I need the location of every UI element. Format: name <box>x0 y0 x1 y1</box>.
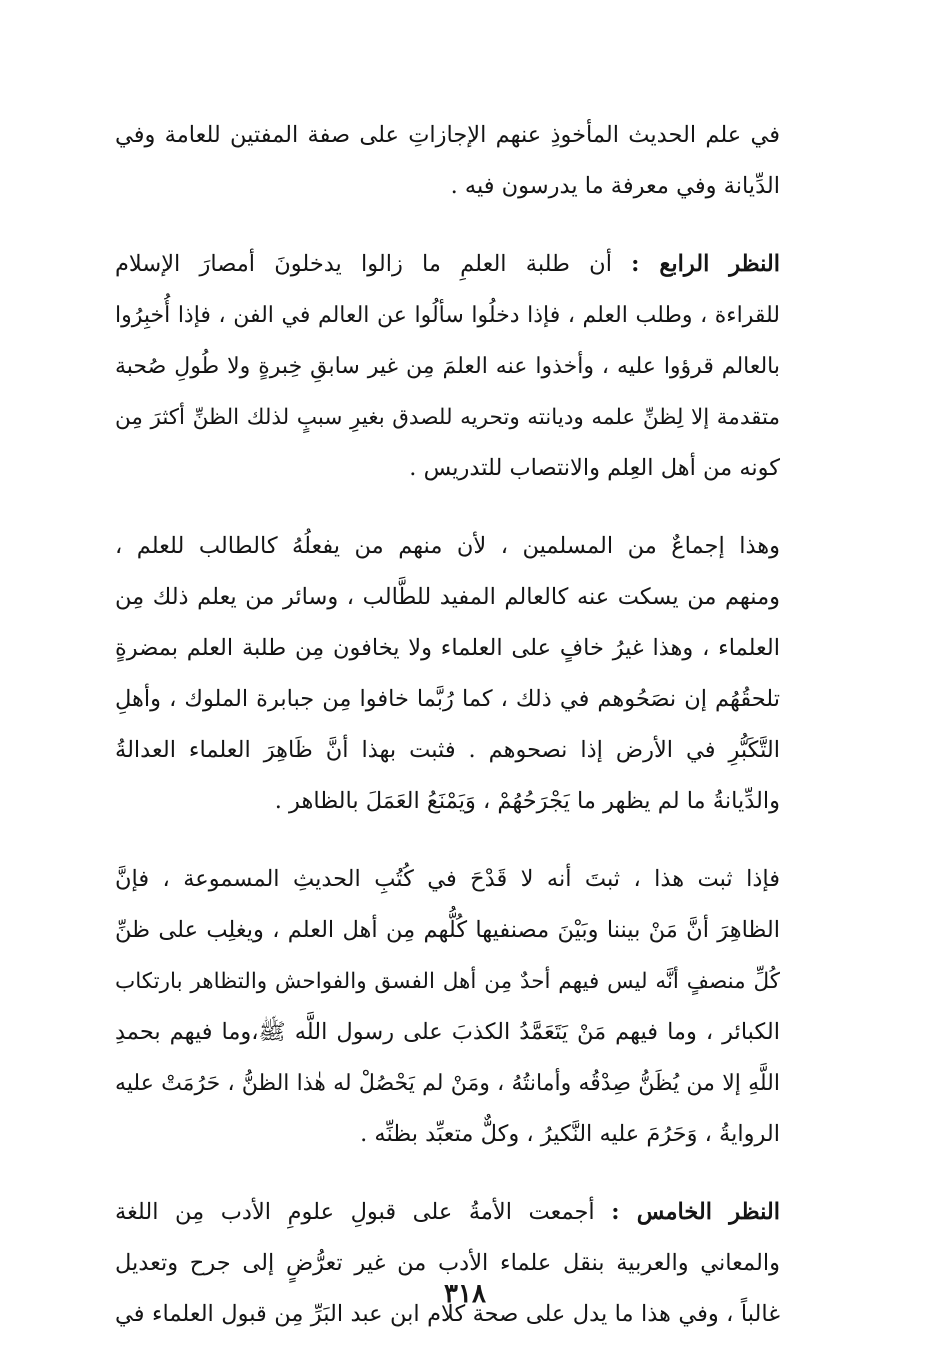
page-body <box>115 110 780 1367</box>
text-line: كُلِّ منصفٍ أنَّه ليس فيهم أحدٌ مِن أهل الفسق والفواحش والتظاهر بارتكاب <box>115 969 780 994</box>
paragraph <box>115 521 780 827</box>
text-line: العلماء ، وهذا غيرُ خافٍ على العلماء ولا يخافون مِن طلبة العلم بمضرةٍ <box>115 635 780 661</box>
section-heading: النظر الخامس : <box>611 1199 780 1225</box>
text-line: للقراءة ، وطلب العلم ، فإذا دخلُوا سألُوا عن العالم في الفن ، فإذا أُخبِرُوا <box>115 303 780 328</box>
text-line: وهذا إجماعٌ من المسلمين ، لأن منهم من يفعلُهُ كالطالب للعلم ، <box>115 533 780 559</box>
text-line <box>115 239 780 290</box>
text-line: التَّكَبُّرِ في الأرض إذا نصحوهم . فثبت بهذا أنَّ ظَاهِرَ العلماء العدالةُ <box>115 737 780 763</box>
text-line: الدِّيانة وفي معرفة ما يدرسون فيه . <box>450 173 780 199</box>
page-number: ٣١٨ <box>444 1279 486 1309</box>
text-line: كونه من أهل العِلم والانتصاب للتدريس . <box>409 455 780 481</box>
text-fragment: أجمعت الأمةُ على قبولِ علومِ الأدب مِن اللغة <box>115 1199 595 1225</box>
text-line: الظاهِرَ أنَّ مَنْ بيننا وبَيْنَ مصنفيها كُلُّهم مِن أهل العلم ، ويغلِب على ظنِّ <box>115 917 780 943</box>
text-line: الكبائر ، وما فيهم مَنْ يَتَعَمَّدُ الكذبَ على رسول اللَّه ﷺ،وما فيهم بحمدِ <box>115 1019 780 1045</box>
text-line <box>115 1187 780 1238</box>
text-line: الروايةُ ، وَحَرُمَ عليه النَّكيرُ ، وكلٌّ متعبِّد بظنِّه . <box>360 1121 780 1147</box>
paragraph <box>115 854 780 1160</box>
text-fragment: أن طلبة العلمِ ما زالوا يدخلونَ أمصارَ الإسلام <box>115 251 612 277</box>
text-line: اللَّهِ إلا من يُظَنُّ صِدْقُه وأمانتُهُ ، ومَنْ لم يَحْصُلْ له هٰذا الظنُّ ، حَرُمَتْ عليه <box>115 1071 780 1096</box>
text-line: فإذا ثبت هذا ، ثبتَ أنه لا قَدْحَ في كُتُبِ الحديثِ المسموعة ، فإنَّ <box>115 866 780 892</box>
paragraph <box>115 1187 780 1340</box>
paragraph <box>115 110 780 212</box>
text-line: في علم الحديث المأخوذِ عنهم الإجازاتِ على صفة المفتين للعامة وفي <box>115 122 780 148</box>
text-line: غالباً ، وفي هذا ما يدل على صحة كلام ابن عبد البَرِّ مِن قبول العلماء في <box>115 1301 780 1327</box>
text-line: والدِّيانةُ ما لم يظهر ما يَجْرَحُهُمْ ، وَيَمْنَعُ العَمَلَ بالظاهر . <box>274 788 780 814</box>
section-heading: النظر الرابع : <box>631 251 780 277</box>
text-line: ومنهم من يسكت عنه كالعالم المفيد للطَّالب ، وسائر من يعلم ذلك مِن <box>115 584 780 610</box>
paragraph <box>115 239 780 494</box>
text-line: متقدمة إلا لِظنِّ علمه وديانته وتحريه للصدق بغيرِ سببٍ لذلك الظنِّ أكثرَ مِن <box>115 405 780 430</box>
text-line: بالعالم قرؤوا عليه ، وأخذوا عنه العلمَ مِن غير سابقِ خِبرةٍ ولا طُولِ صُحبة <box>115 354 780 379</box>
text-line: تلحقُهُم إن نصَحُوهم في ذلك ، كما رُبَّما خافوا مِن جبابرة الملوك ، وأهلِ <box>115 686 780 712</box>
text-line: والمعاني والعربية بنقل علماء الأدب من غير تعرُّضٍ إلى جرح وتعديل <box>115 1250 780 1276</box>
